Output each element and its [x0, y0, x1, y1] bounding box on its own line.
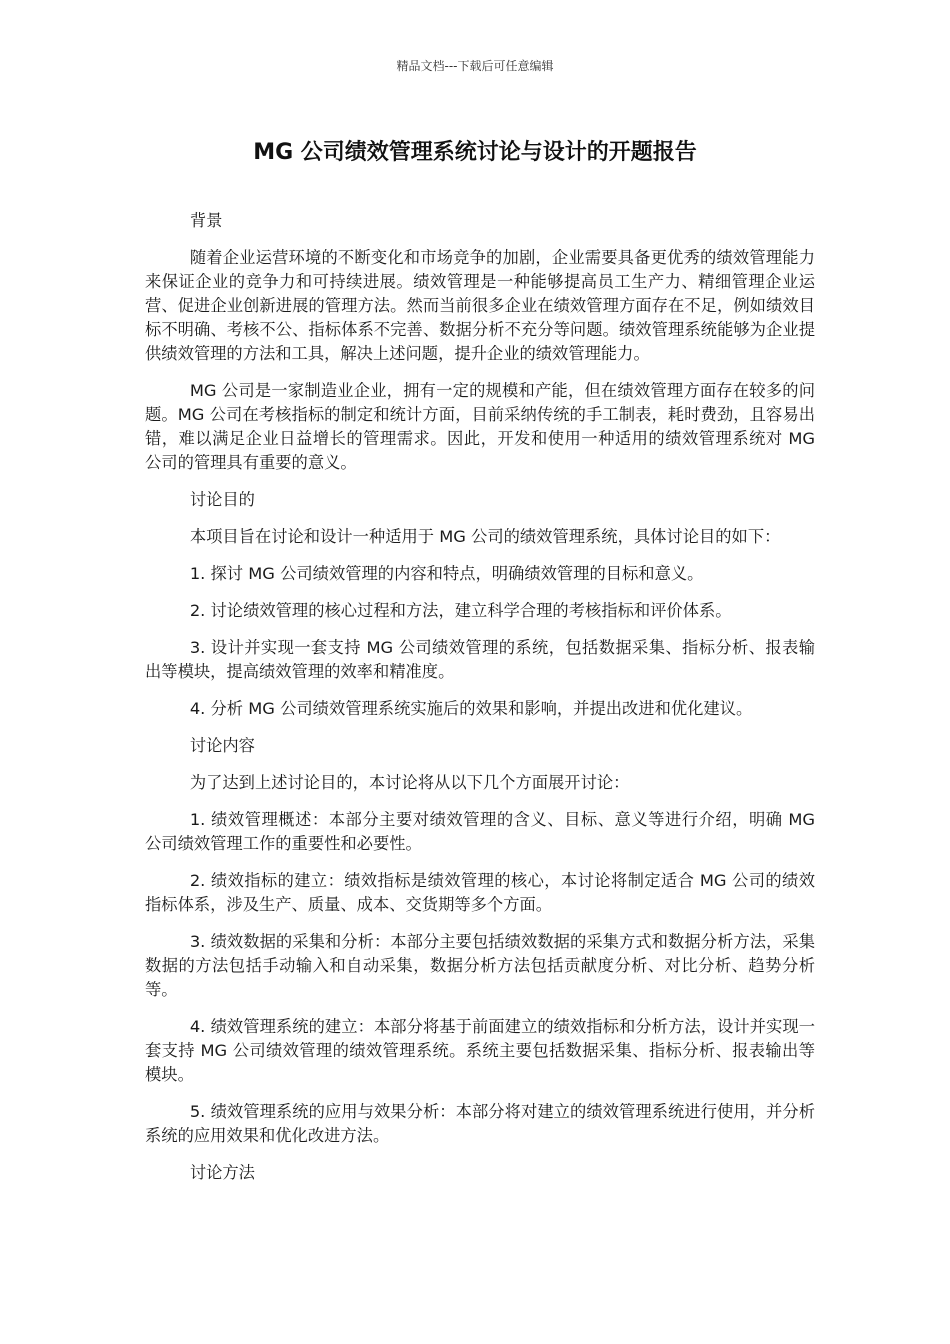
list-item: 5. 绩效管理系统的应用与效果分析：本部分将对建立的绩效管理系统进行使用，并分析系统的应用效果和优化改进方法。 [145, 1102, 815, 1145]
paragraph: 本项目旨在讨论和设计一种适用于 MG 公司的绩效管理系统，具体讨论目的如下： [189, 527, 781, 546]
list-item: 1. 绩效管理概述：本部分主要对绩效管理的含义、目标、意义等进行介绍，明确 MG 公司绩效管理工作的重要性和必要性。 [145, 810, 815, 853]
section-heading-content: 讨论内容 [189, 736, 255, 755]
list-item: 2. 绩效指标的建立：绩效指标是绩效管理的核心，本讨论将制定适合 MG 公司的绩效指标体系，涉及生产、质量、成本、交货期等多个方面。 [145, 871, 815, 914]
list-item: 2. 讨论绩效管理的核心过程和方法，建立科学合理的考核指标和评价体系。 [189, 601, 732, 620]
document-body [145, 209, 815, 1198]
list-item: 3. 设计并实现一套支持 MG 公司绩效管理的系统，包括数据采集、指标分析、报表输出等模块，提高绩效管理的效率和精准度。 [145, 638, 815, 681]
section-heading-purpose: 讨论目的 [189, 490, 255, 509]
paragraph: 为了达到上述讨论目的，本讨论将从以下几个方面展开讨论： [189, 773, 630, 792]
list-item: 1. 探讨 MG 公司绩效管理的内容和特点，明确绩效管理的目标和意义。 [189, 564, 704, 583]
list-item: 4. 分析 MG 公司绩效管理系统实施后的效果和影响，并提出改进和优化建议。 [189, 699, 753, 718]
section-heading-background: 背景 [189, 211, 223, 230]
paragraph: MG 公司是一家制造业企业，拥有一定的规模和产能，但在绩效管理方面存在较多的问题。MG 公司在考核指标的制定和统计方面，目前采纳传统的手工制表，耗时费劲，且容易出错，难以满足企业日益增长的管理需求。因此，开发和使用一种适用的绩效管理系统对 MG 公司的管理具有重要的意义。 [145, 381, 815, 472]
page-header: 精品文档---下载后可任意编辑 [396, 59, 554, 73]
paragraph: 随着企业运营环境的不断变化和市场竞争的加剧，企业需要具备更优秀的绩效管理能力来保证企业的竞争力和可持续进展。绩效管理是一种能够提高员工生产力、精细管理企业运营、促进企业创新进展的管理方法。然而当前很多企业在绩效管理方面存在不足，例如绩效目标不明确、考核不公、指标体系不完善、数据分析不充分等问题。绩效管理系统能够为企业提供绩效管理的方法和工具，解决上述问题，提升企业的绩效管理能力。 [145, 248, 815, 363]
document-title: MG 公司绩效管理系统讨论与设计的开题报告 [253, 140, 697, 165]
list-item: 3. 绩效数据的采集和分析：本部分主要包括绩效数据的采集方式和数据分析方法，采集数据的方法包括手动输入和自动采集，数据分析方法包括贡献度分析、对比分析、趋势分析等。 [145, 932, 815, 999]
section-heading-method: 讨论方法 [189, 1163, 255, 1182]
list-item: 4. 绩效管理系统的建立：本部分将基于前面建立的绩效指标和分析方法，设计并实现一套支持 MG 公司绩效管理的绩效管理系统。系统主要包括数据采集、指标分析、报表输出等模块。 [145, 1017, 815, 1084]
